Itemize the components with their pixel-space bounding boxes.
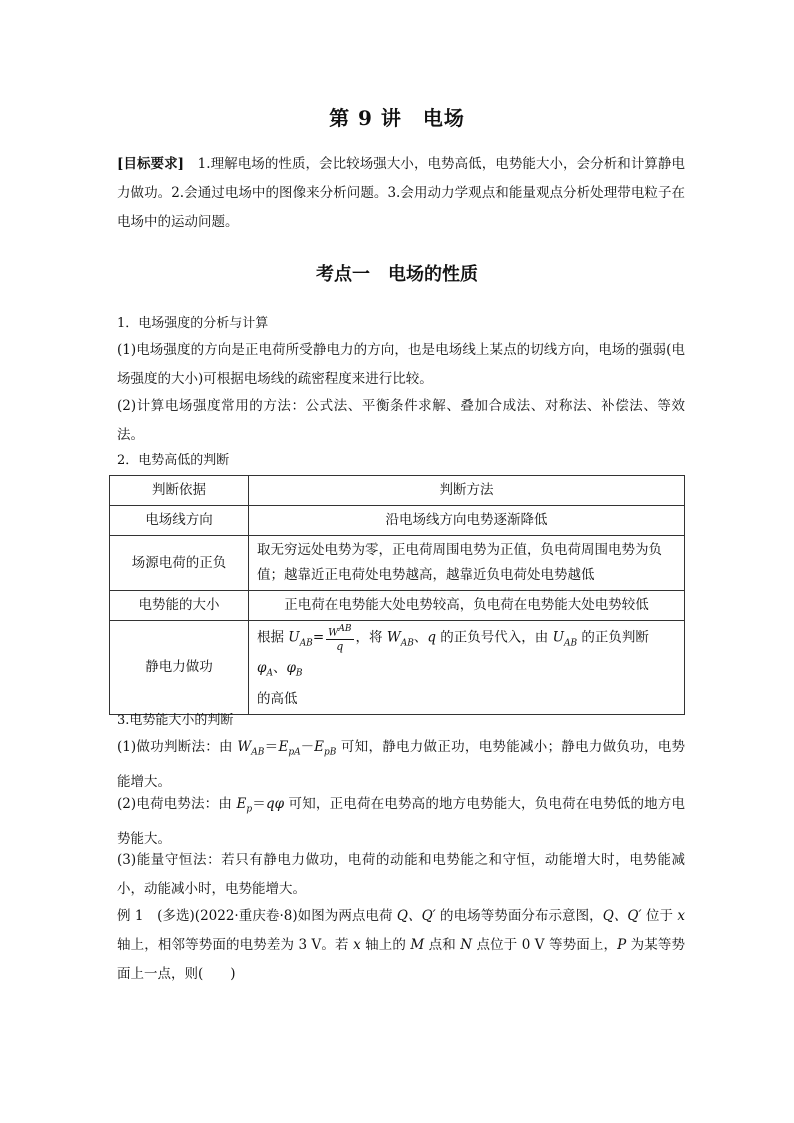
var-phi: φ xyxy=(257,660,267,677)
goal-requirements xyxy=(117,150,685,237)
s1-heading: 1．电场强度的分析与计算 xyxy=(117,316,269,331)
table-cell: 沿电场线方向电势逐渐降低 xyxy=(249,506,685,536)
table-row xyxy=(110,591,685,621)
text-span: 可知，静电力做正功，电势能减小；静电力做负功，电势能增大。 xyxy=(117,739,685,790)
var-e: E xyxy=(236,796,247,812)
text-span: 位于 xyxy=(641,908,678,924)
section-title: 考点一 电场的性质 xyxy=(316,264,478,285)
text-span: 点和 xyxy=(424,937,461,953)
table-cell: 静电力做功 xyxy=(110,621,249,715)
sub-ab: AB xyxy=(563,638,578,649)
s3-paragraph-3: (3)能量守恒法：若只有静电力做功，电荷的动能和电势能之和守恒，动能增大时，电势能减小，动能减小时，电势能增大。 xyxy=(117,852,685,897)
fraction-numerator xyxy=(326,623,353,640)
text-span: － xyxy=(300,739,315,755)
var-q-phi: qφ xyxy=(265,796,285,812)
var-m: M xyxy=(410,937,425,953)
text-span: 、 xyxy=(413,629,428,646)
var-charges: Q、Q′ xyxy=(396,908,436,924)
text-span: 为某等势面上一点，则( ) xyxy=(117,937,685,982)
s1-paragraph-2: (2)计算电场强度常用的方法：公式法、平衡条件求解、叠加合成法、对称法、补偿法、等效法。 xyxy=(117,398,685,443)
sup-ab: AB xyxy=(338,624,352,634)
equals-sign: = xyxy=(312,629,325,646)
text-span: ，将 xyxy=(355,629,387,646)
sub-p: p xyxy=(246,804,253,815)
var-phi: φ xyxy=(286,660,296,677)
s3-paragraph-2 xyxy=(117,790,685,854)
text-span: 可知，正电荷在电势高的地方电势能大，负电荷在电势低的地方电势能大。 xyxy=(117,796,685,847)
var-n: N xyxy=(460,937,473,953)
table-cell: 场源电荷的正负 xyxy=(110,536,249,591)
text-span: 例 1 (多选)(2022·重庆卷·8)如图为两点电荷 xyxy=(117,908,397,924)
text-span: 的高低 xyxy=(257,691,298,708)
var-u: U xyxy=(288,629,300,646)
text-span: (1)做功判断法：由 xyxy=(117,739,238,755)
s1-paragraph-1: (1)电场强度的方向是正电荷所受静电力的方向，也是电场线上某点的切线方向，电场的强弱(电场强度的大小)可根据电场线的疏密程度来进行比较。 xyxy=(117,342,685,387)
s3-heading: 3.电势能大小的判断 xyxy=(117,713,234,728)
sub-ab: AB xyxy=(299,638,313,649)
text-span: ＝ xyxy=(264,739,279,755)
sub-pb: pB xyxy=(323,747,337,758)
var-w: W xyxy=(386,629,401,646)
table-row xyxy=(110,536,685,591)
goal-text: 1.理解电场的性质，会比较场强大小，电势高低，电势能大小，会分析和计算静电力做功。2.会通过电场中的图像来分析问题。3.会用动力学观点和能量观点分析处理带电粒子在电场中的运动问题。 xyxy=(117,156,685,230)
text-span: 的正负判断 xyxy=(577,629,649,646)
var-x: x xyxy=(353,937,361,953)
var-p: P xyxy=(617,937,627,953)
table-cell: 取无穷远处电势为零，正电荷周围电势为正值，负电荷周围电势为负值；越靠近正电荷处电势越高，越靠近负电荷处电势越低 xyxy=(249,536,685,591)
potential-judgment-table xyxy=(109,475,685,715)
fraction-w-over-q xyxy=(326,623,353,653)
table-header-basis: 判断依据 xyxy=(110,476,249,506)
lecture-title: 第 9 讲 电场 xyxy=(329,106,465,130)
sub-pa: pA xyxy=(288,747,301,758)
table-cell: 电场线方向 xyxy=(110,506,249,536)
var-e: E xyxy=(278,739,289,755)
text-span: 轴上的 xyxy=(360,937,411,953)
s3-paragraph-1 xyxy=(117,733,685,797)
text-span: ＝ xyxy=(252,796,266,812)
text-span: 根据 xyxy=(257,629,289,646)
s2-heading: 2．电势高低的判断 xyxy=(117,453,230,468)
text-span: 的正负号代入，由 xyxy=(436,629,553,646)
sub-ab: AB xyxy=(400,638,414,649)
table-cell: 正电荷在电势能大处电势较高，负电荷在电势能大处电势较低 xyxy=(249,591,685,621)
table-header-method: 判断方法 xyxy=(249,476,685,506)
text-span: 点位于 0 V 等势面上， xyxy=(472,937,618,953)
table-row xyxy=(110,476,685,506)
sub-a: A xyxy=(266,669,273,680)
var-q: q xyxy=(427,629,436,646)
var-w: W xyxy=(237,739,252,755)
goal-tag: [目标要求] xyxy=(117,156,185,172)
text-span: (2)电荷电势法：由 xyxy=(117,796,237,812)
sub-b: B xyxy=(295,669,303,680)
var-x: x xyxy=(677,908,685,924)
example-1 xyxy=(117,902,685,989)
text-span: 、 xyxy=(272,660,287,677)
table-cell-formula xyxy=(249,621,685,715)
table-cell: 电势能的大小 xyxy=(110,591,249,621)
var-u: U xyxy=(552,629,564,646)
var-e: E xyxy=(314,739,324,755)
text-span: 轴上，相邻等势面的电势差为 3 V。若 xyxy=(117,937,354,953)
var-charges: Q、Q′ xyxy=(602,908,642,924)
table-row xyxy=(110,621,685,715)
sub-ab: AB xyxy=(251,747,265,758)
fraction-denominator: q xyxy=(336,640,344,654)
text-span: 的电场等势面分布示意图， xyxy=(435,908,603,924)
var-w: W xyxy=(328,627,339,639)
table-row xyxy=(110,506,685,536)
